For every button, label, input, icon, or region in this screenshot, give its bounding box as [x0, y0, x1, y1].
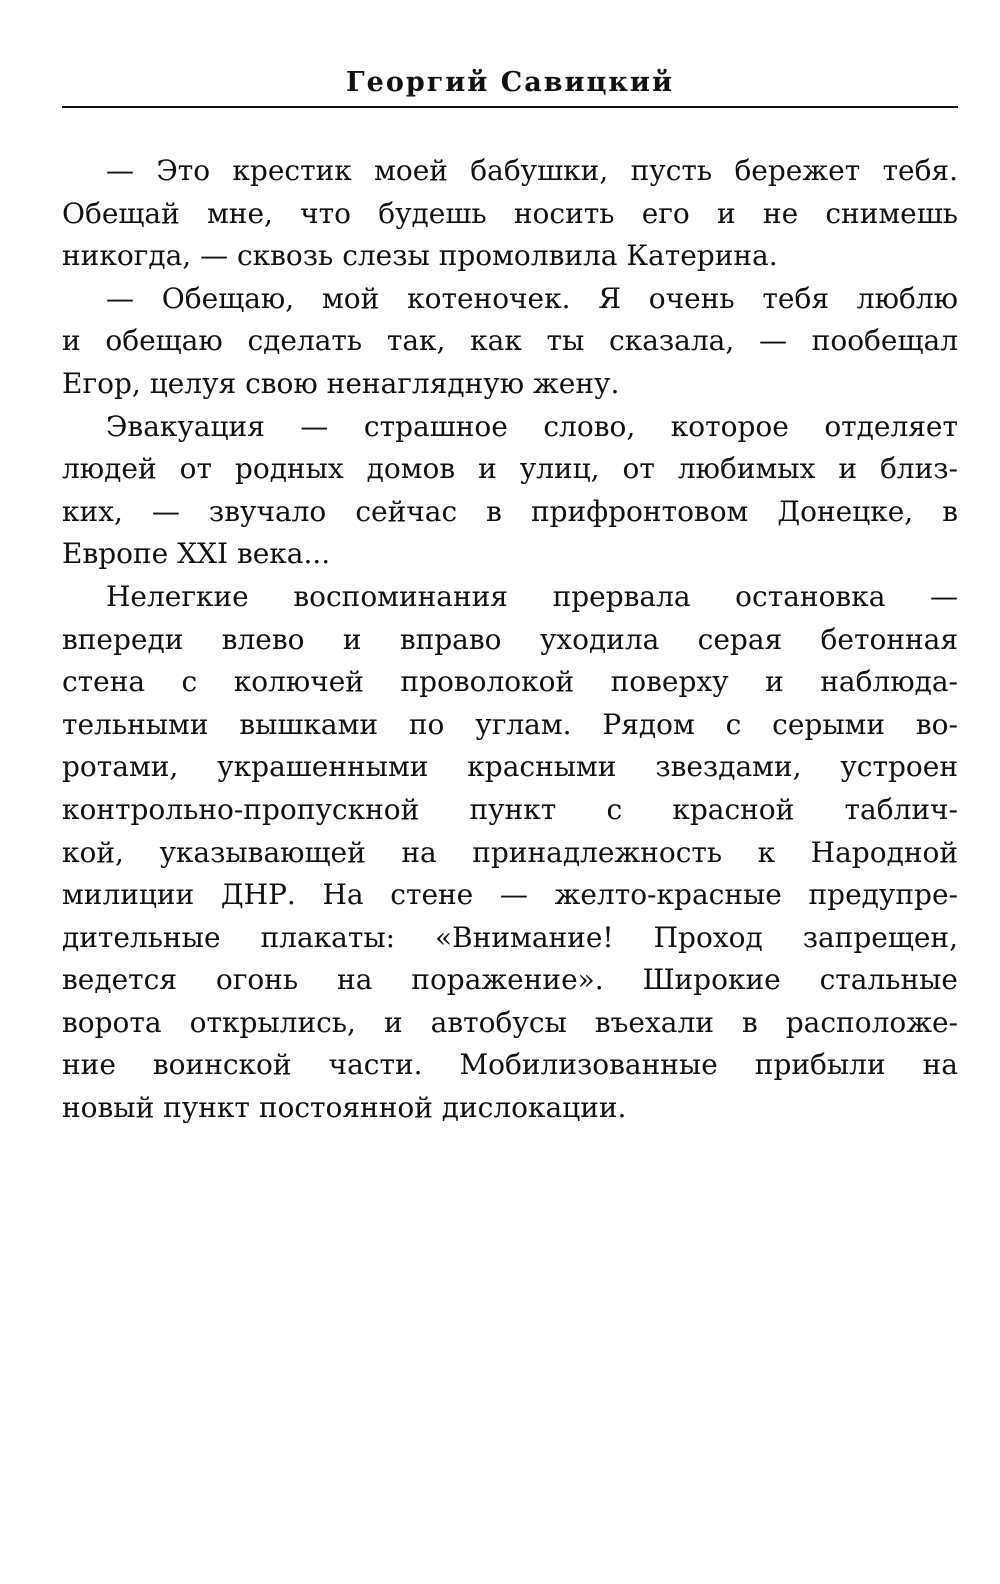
text-line: Обещай мне, что будешь носить его и не снимешь [62, 196, 958, 230]
paragraph [62, 150, 958, 278]
paragraph [62, 576, 958, 1130]
text-line: никогда, — сквозь слезы промолвила Катерина. [62, 239, 778, 273]
text-line: ворота открылись, и автобусы въехали в расположе- [62, 1005, 958, 1039]
text-line: новый пункт постоянной дислокации. [62, 1091, 627, 1125]
paragraph [62, 406, 958, 576]
running-header-author: Георгий Савицкий [346, 67, 674, 98]
text-line: ротами, украшенными красными звездами, устроен [62, 750, 958, 784]
text-line: Нелегкие воспоминания прервала остановка — [106, 579, 958, 613]
text-line: ние воинской части. Мобилизованные прибыли на [62, 1048, 958, 1082]
text-line: впереди влево и вправо уходила серая бетонная [62, 622, 958, 656]
header-rule [62, 106, 958, 108]
text-line: ведется огонь на поражение». Широкие стальные [62, 963, 958, 997]
text-line: стена с колючей проволокой поверху и наблюда- [62, 665, 958, 699]
text-line: людей от родных домов и улиц, от любимых и близ- [62, 452, 958, 486]
text-line: — Это крестик моей бабушки, пусть бережет тебя. [106, 154, 958, 187]
text-line: милиции ДНР. На стене — желто-красные предупре- [62, 878, 958, 912]
body-text [62, 150, 958, 1130]
text-line: тельными вышками по углам. Рядом с серыми во- [62, 707, 958, 741]
text-line: и обещаю сделать так, как ты сказала, — пообещал [62, 324, 958, 358]
text-line: дительные плакаты: «Внимание! Проход запрещен, [62, 920, 958, 954]
text-line: контрольно-пропускной пункт с красной таблич- [62, 792, 958, 826]
paragraph [62, 278, 958, 406]
text-line: Эвакуация — страшное слово, которое отделяет [106, 409, 958, 443]
text-line: Егор, целуя свою ненаглядную жену. [62, 366, 620, 400]
text-line: Европе XXI века... [62, 537, 331, 571]
text-line: кой, указывающей на принадлежность к Народной [62, 835, 958, 869]
text-line: — Обещаю, мой котеночек. Я очень тебя люблю [106, 281, 958, 315]
text-line: ких, — звучало сейчас в прифронтовом Донецке, в [62, 494, 958, 528]
